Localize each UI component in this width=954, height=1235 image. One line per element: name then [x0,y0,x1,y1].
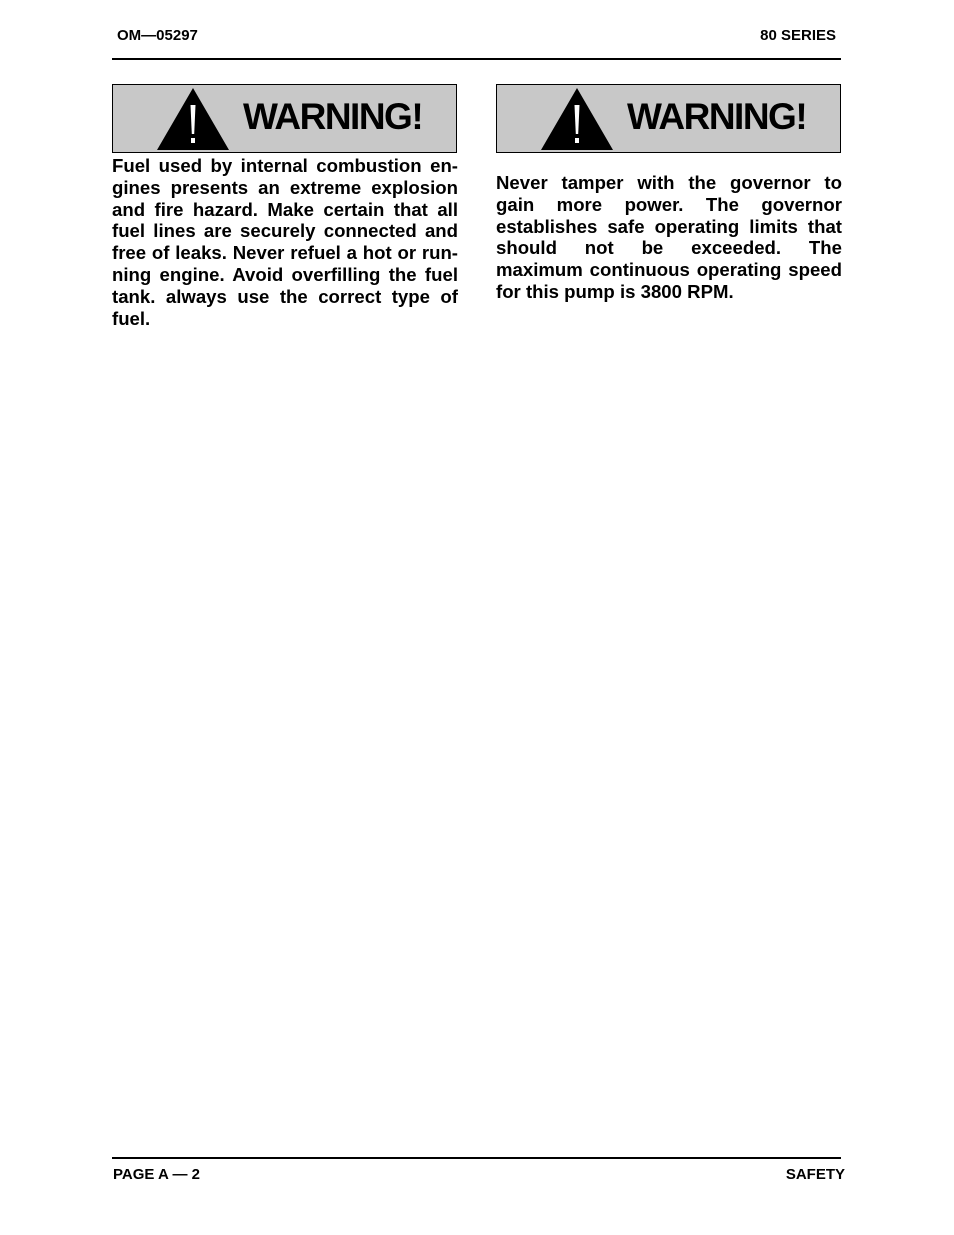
footer-rule [112,1157,841,1159]
warning-banner-governor [496,84,841,153]
warning-triangle-icon [539,87,615,151]
section-label: SAFETY [785,1166,845,1183]
warning-triangle-icon [155,87,231,151]
document-number: OM—05297 [117,27,198,44]
warning-text-fuel: Fuel used by internal combustion en-gines presents an extreme explosion and fire hazard. Make certain that all fuel lines are securely connected and free of leaks. Never refuel a hot or run-ning engine. Avoid overfilling the fuel tank. always use the correct type of fuel. [112,155,458,329]
warning-title: WARNING! [627,96,807,137]
warning-banner-fuel [112,84,457,153]
header-rule [112,58,841,60]
warning-text-governor: Never tamper with the governor to gain more power. The governor establishes safe operating limits that should not be exceeded. The maximum continuous operating speed for this pump is 3800 RPM. [496,172,842,302]
warning-title: WARNING! [243,96,423,137]
page-number: PAGE A — 2 [113,1166,200,1183]
series-label: 80 SERIES [760,27,836,44]
